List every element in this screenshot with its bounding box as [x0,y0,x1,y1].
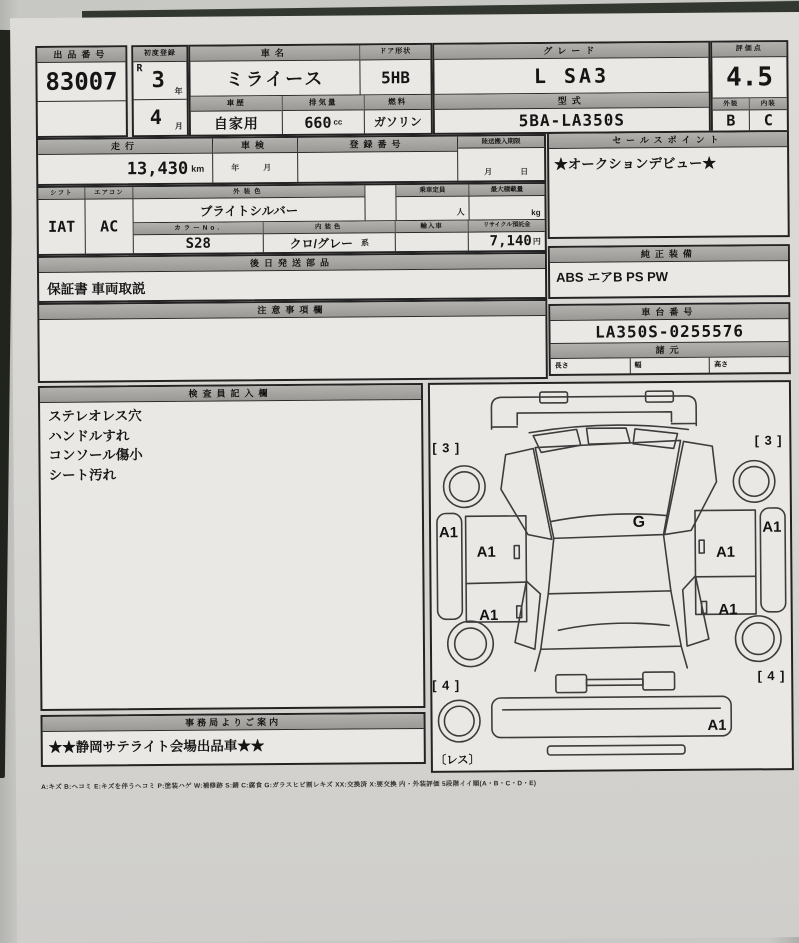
length-label: 長さ [551,358,631,374]
model-code-value: 5BA-LA350S [435,108,709,133]
history-displacement-fuel-row [191,94,431,135]
mileage-unit: km [191,163,204,173]
right-front-door-mark [699,540,704,553]
mark-left-sill: A1 [439,525,458,541]
transport-deadline-label: 陸送搬入期限 [458,136,544,149]
hatch-side-lines [535,646,687,671]
spare-tire-inner [444,706,474,736]
exterior-grade-cell [713,98,750,130]
car-diagram [430,382,792,771]
car-name-row [190,45,430,96]
cowl-right-segment [633,429,678,449]
mark-windshield-glass: G [633,514,645,531]
inspector-note: ステレオレス穴 [48,404,413,426]
chassis-label: 車台番号 [550,304,788,321]
exterior-color-label: 外装色 [133,185,364,199]
first-registration-year [133,62,186,100]
interior-color-row [134,220,545,253]
rear-right-wheel-inner [742,623,774,655]
shift-value: IAT [38,200,84,254]
displacement-unit: cc [333,118,342,127]
mark-spare-tire-less: 〔レス〕 [435,753,480,766]
exterior-color-row [133,184,544,223]
shift-label: シフト [38,188,84,200]
max-load-unit: kg [531,208,540,217]
month-unit: 月 [175,121,183,132]
inspector-note: コンソール傷小 [48,443,413,465]
sales-point-label: セールスポイント [549,132,787,149]
interior-color-label: 内装色 [264,221,395,234]
right-doors-panel [695,510,756,614]
exterior-grade-label: 外装 [713,98,749,110]
aircon-label: エアコン [85,187,132,199]
displacement-label: 排気量 [283,95,364,111]
sales-point-box [547,130,790,239]
import-car-value [396,233,468,252]
shaken-value: 年 月 [213,153,297,183]
car-history-cell [191,96,283,135]
office-notice-box [40,712,425,767]
office-notice-value: ★★静岡サテライト会場出品車★★ [43,729,424,765]
mark-front-right-tire-depth: [ 3 ] [755,433,783,448]
mark-right-rear-door: A1 [718,602,737,618]
rear-bumper-lower-strip [547,745,685,755]
shift-cell [38,188,86,254]
front-left-wheel-inner [449,472,479,502]
empty-cell [38,101,126,136]
displacement-value: 660 [304,113,331,131]
caution-box [37,299,548,383]
front-right-wheel-inner [739,466,769,496]
year-unit: 年 [175,86,183,97]
color-no-value: S28 [134,234,263,253]
mark-left-rear-door: A1 [479,608,498,624]
color-no-cell [134,222,264,253]
capacity-label: 乗車定員 [396,185,468,198]
inspector-notes-box [38,383,426,711]
grade-label: グレード [434,43,708,60]
first-registration-box [131,45,189,137]
roof-side-lines [548,534,671,593]
mark-rear-bumper: A1 [707,718,726,734]
specs-label: 諸元 [551,341,789,359]
recycle-fee-wrap [469,232,545,251]
specs-row [551,357,789,374]
equipment-box [548,244,790,299]
caution-label: 注意事項欄 [39,301,545,320]
door-shape-cell [360,45,430,95]
later-parts-label: 後日発送部品 [39,254,545,273]
score-value: 4.5 [712,57,786,99]
mark-right-sill: A1 [762,520,781,536]
exterior-color-cell [133,185,365,222]
mark-right-front-door: A1 [716,545,735,561]
left-door-divider [466,582,526,583]
front-bumper-inner [491,412,696,427]
inspector-note: ハンドルすれ [48,424,413,446]
reg-month-value: 4 [150,105,162,129]
capacity-unit-wrap [396,197,468,221]
sales-point-value: ★オークションデビュー★ [549,147,787,177]
capacity-unit: 人 [457,207,465,218]
interior-grade-value: C [750,110,787,130]
car-history-label: 車歴 [191,96,282,112]
recycle-fee-unit: 円 [533,236,541,247]
displacement-value-wrap [283,110,364,134]
grade-model-box [432,41,711,135]
era-code: R [136,63,142,74]
transport-deadline-value: 月 日 [458,148,544,181]
chassis-box [548,302,791,376]
windshield-outline [535,440,681,538]
car-damage-diagram-box [428,380,794,773]
car-history-value: 自家用 [191,111,282,135]
grade-value: L SA3 [434,58,708,94]
mark-rear-left-tire-depth: [ 4 ] [432,677,460,692]
chassis-value: LA350S-0255576 [550,319,788,343]
car-name-group-box [188,43,433,137]
model-code-cell [435,92,709,133]
height-label: 高さ [710,357,789,373]
max-load-unit-wrap [469,196,544,220]
rear-left-wheel-inner [455,628,487,660]
mileage-row-box [36,134,546,186]
color-no-label: カラーNo. [134,222,263,235]
exterior-grade-value: B [713,110,749,130]
width-label: 幅 [630,358,710,374]
caution-value [39,316,545,381]
door-shape-label: ドア形状 [360,45,430,61]
ext-int-grade-row [713,98,787,131]
inspector-note: シート汚れ [49,463,414,485]
cowl-left-segment [533,429,581,452]
grade-cell [434,43,708,94]
recycle-fee-cell [469,220,545,251]
rear-glass-line [558,623,669,631]
mileage-label: 走行 [38,139,212,155]
first-registration-month [134,100,187,135]
shaken-label: 車検 [213,138,297,154]
shaken-cell [213,138,298,183]
recycle-fee-value: 7,140 [490,233,532,249]
mileage-cell [38,139,213,184]
office-notice-label: 事務局よりご案内 [43,714,424,732]
mileage-value: 13,430 [127,158,189,178]
rear-bumper-outline [492,696,732,737]
interior-color-suffix: 系 [361,237,369,248]
equipment-label: 純正装備 [550,246,788,263]
interior-grade-cell [750,98,787,130]
mark-front-left-tire-depth: [ 3 ] [432,440,460,455]
color-equipment-row-box [36,182,547,256]
left-tail-light [556,675,587,693]
empty-cell [365,185,396,220]
mark-left-front-door: A1 [477,545,496,561]
transport-deadline-cell [458,136,544,181]
car-name-value: ミライース [190,60,359,95]
interior-color-value: クロ/グレー [290,234,353,251]
right-tail-light [643,672,675,690]
cowl-center-segment [587,428,631,444]
fuel-cell [365,95,431,134]
windshield-wiper-line [551,514,669,522]
exterior-color-value: ブライトシルバー [133,197,364,222]
door-shape-value: 5HB [360,60,430,95]
model-code-label: 型式 [435,93,709,110]
interior-color-cell [264,221,396,252]
interior-grade-label: 内装 [750,98,787,110]
mileage-value-wrap [38,154,212,184]
registration-number-value [298,152,457,182]
car-name-label: 車名 [190,45,359,61]
mark-rear-right-tire-depth: [ 4 ] [758,668,786,683]
max-load-label: 最大積載量 [469,184,544,197]
auction-number-label: 出品番号 [37,47,125,63]
equipment-value: ABS エアB PS PW [550,261,788,297]
aircon-value: AC [85,199,132,253]
max-load-cell [469,184,544,220]
later-parts-box [37,252,547,303]
inspector-notes-label: 検査員記入欄 [40,385,421,403]
capacity-cell [396,185,469,221]
later-parts-value: 保証書 車両取説 [39,269,545,301]
import-car-cell [396,221,469,252]
recycle-fee-label: リサイクル預託金 [469,220,545,233]
interior-color-value-wrap [264,233,395,252]
car-name-cell [190,45,360,95]
rear-bumper-inner-line [503,708,721,710]
left-quarter-panel [515,581,541,649]
score-box [710,40,789,133]
auction-sheet [10,12,799,943]
reg-year-value: 3 [151,68,164,93]
first-registration-label: 初度登録 [133,47,186,62]
left-front-door-mark [514,546,519,559]
rear-glass-outline [540,591,681,649]
fuel-label: 燃料 [365,95,431,111]
displacement-cell [283,95,365,134]
damage-code-legend: A:キズ B:ヘコミ E:キズを伴うヘコミ P:塗装ハゲ W:補修跡 S:錆 C:腐食 G:ガラスヒビ割レキズ XX:交換済 X:要交換 内・外装評価 5段階イイ順(A・B・C・D・E) [41,776,796,791]
score-label: 評価点 [712,42,786,58]
auction-number-value: 83007 [37,62,125,102]
registration-number-cell [298,137,458,182]
import-car-label: 輸入車 [396,221,468,234]
registration-number-label: 登録番号 [298,137,457,153]
fuel-value: ガソリン [365,110,431,134]
tail-light-bar [587,679,643,685]
aircon-cell [85,187,134,253]
auction-number-box [35,45,128,138]
